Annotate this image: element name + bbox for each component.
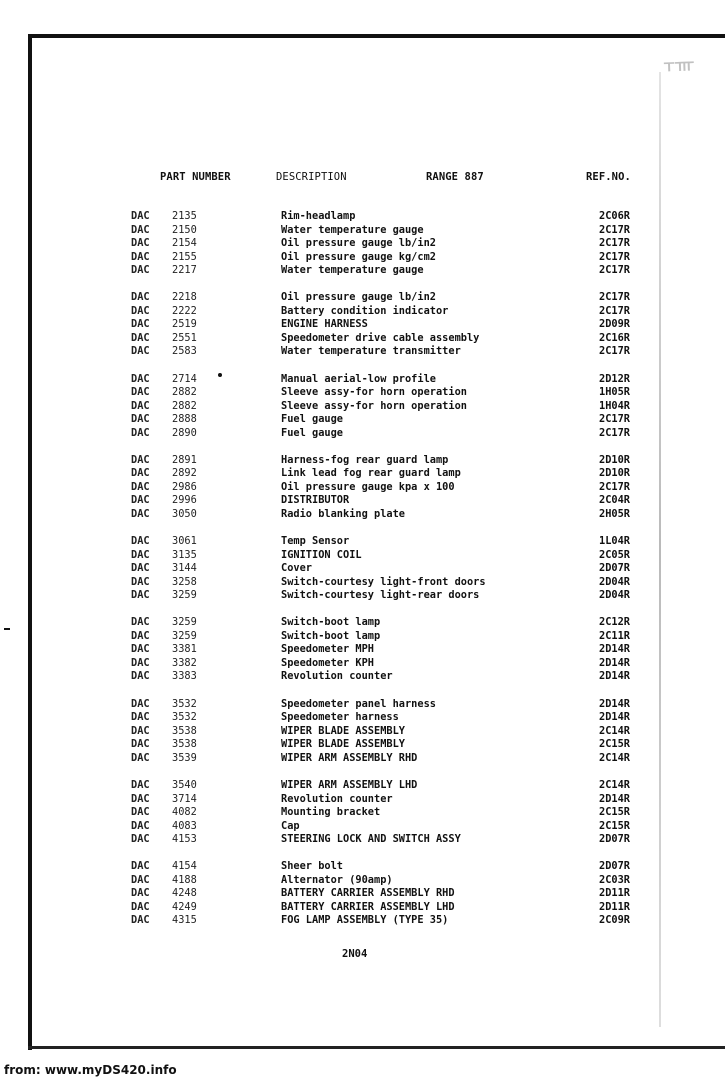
part-prefix: DAC [131, 616, 150, 629]
part-number: 2222 [172, 304, 197, 317]
table-row [0, 481, 725, 495]
table-row [0, 400, 725, 414]
part-number: 3540 [172, 779, 197, 792]
part-prefix: DAC [131, 711, 150, 724]
part-prefix: DAC [131, 738, 150, 751]
part-prefix: DAC [131, 345, 150, 358]
table-row [0, 562, 725, 576]
part-prefix: DAC [131, 819, 150, 832]
table-row [0, 914, 725, 928]
part-description: Mounting bracket [281, 806, 381, 819]
part-prefix: DAC [131, 779, 150, 792]
part-number: 3539 [172, 751, 197, 764]
part-prefix: DAC [131, 372, 150, 385]
part-prefix: DAC [131, 548, 150, 561]
table-row [0, 467, 725, 481]
part-description: Sleeve assy-for horn operation [281, 399, 467, 412]
part-number: 3259 [172, 589, 197, 602]
part-description: Cover [281, 562, 312, 575]
part-number: 2150 [172, 223, 197, 236]
part-ref-no: 2C04R [599, 494, 630, 507]
part-ref-no: 2C17R [599, 304, 630, 317]
part-prefix: DAC [131, 873, 150, 886]
part-ref-no: 2C15R [599, 806, 630, 819]
part-ref-no: 2D10R [599, 453, 630, 466]
part-description: ENGINE HARNESS [281, 318, 368, 331]
part-number: 2135 [172, 210, 197, 222]
part-number: 3532 [172, 711, 197, 724]
part-number: 3381 [172, 643, 197, 656]
part-ref-no: 2C17R [599, 426, 630, 439]
parts-list [0, 210, 725, 940]
part-ref-no: 2C17R [599, 413, 630, 426]
part-description: Fuel gauge [281, 426, 343, 439]
part-number: 2891 [172, 453, 197, 466]
part-ref-no: 2C16R [599, 331, 630, 344]
part-description: Revolution counter [281, 670, 393, 683]
part-prefix: DAC [131, 331, 150, 344]
part-prefix: DAC [131, 264, 150, 276]
part-number: 3714 [172, 792, 197, 805]
part-number: 4083 [172, 819, 197, 832]
part-ref-no: 2D11R [599, 887, 630, 900]
table-row [0, 413, 725, 427]
part-prefix: DAC [131, 656, 150, 669]
part-number: 3135 [172, 548, 197, 561]
table-row [0, 887, 725, 901]
part-description: FOG LAMP ASSEMBLY (TYPE 35) [281, 914, 449, 927]
source-url-label: from: www.myDS420.info [4, 1063, 177, 1077]
part-ref-no: 2D14R [599, 656, 630, 669]
part-prefix: DAC [131, 507, 150, 520]
table-row [0, 806, 725, 820]
part-number: 2996 [172, 494, 197, 507]
part-prefix: DAC [131, 318, 150, 331]
table-row [0, 793, 725, 807]
part-prefix: DAC [131, 887, 150, 900]
part-ref-no: 2C14R [599, 751, 630, 764]
part-description: Speedometer MPH [281, 643, 374, 656]
part-number: 2583 [172, 345, 197, 358]
part-ref-no: 2C17R [599, 250, 630, 263]
table-row [0, 332, 725, 346]
part-description: Alternator (90amp) [281, 873, 393, 886]
header-range: RANGE 887 [426, 171, 484, 183]
part-number: 3382 [172, 656, 197, 669]
part-ref-no: 2D14R [599, 670, 630, 683]
part-description: Water temperature gauge [281, 264, 424, 276]
part-prefix: DAC [131, 399, 150, 412]
table-row [0, 237, 725, 251]
table-row [0, 494, 725, 508]
table-row [0, 386, 725, 400]
table-row [0, 549, 725, 563]
part-prefix: DAC [131, 562, 150, 575]
part-number: 3050 [172, 507, 197, 520]
part-description: Battery condition indicator [281, 304, 449, 317]
table-row [0, 738, 725, 752]
part-number: 3258 [172, 575, 197, 588]
part-ref-no: 1H04R [599, 399, 630, 412]
part-prefix: DAC [131, 210, 150, 222]
part-prefix: DAC [131, 453, 150, 466]
part-number: 3061 [172, 535, 197, 548]
part-number: 2714 [172, 372, 197, 385]
part-description: Speedometer KPH [281, 656, 374, 669]
scan-smudge-mark: ᚁᚃ [663, 49, 695, 75]
part-ref-no: 2C14R [599, 724, 630, 737]
part-ref-no: 2C17R [599, 237, 630, 249]
part-ref-no: 2D09R [599, 318, 630, 331]
part-description: IGNITION COIL [281, 548, 362, 561]
table-row [0, 576, 725, 590]
table-row [0, 820, 725, 834]
part-description: Harness-fog rear guard lamp [281, 453, 449, 466]
part-number: 4154 [172, 860, 197, 873]
part-description: DISTRIBUTOR [281, 494, 350, 507]
part-ref-no: 2D12R [599, 372, 630, 385]
part-prefix: DAC [131, 386, 150, 399]
page-frame-bottom [28, 1046, 725, 1049]
part-prefix: DAC [131, 535, 150, 548]
part-number: 3259 [172, 629, 197, 642]
part-number: 4315 [172, 914, 197, 927]
table-row [0, 711, 725, 725]
header-part-number: PART NUMBER [160, 171, 231, 183]
part-ref-no: 2D04R [599, 575, 630, 588]
part-ref-no: 2D07R [599, 562, 630, 575]
part-prefix: DAC [131, 900, 150, 913]
part-prefix: DAC [131, 629, 150, 642]
part-ref-no: 2C09R [599, 914, 630, 927]
part-description: WIPER BLADE ASSEMBLY [281, 724, 405, 737]
part-description: Oil pressure gauge kpa x 100 [281, 480, 455, 493]
part-prefix: DAC [131, 724, 150, 737]
part-ref-no: 2D04R [599, 589, 630, 602]
part-prefix: DAC [131, 670, 150, 683]
part-prefix: DAC [131, 860, 150, 873]
part-prefix: DAC [131, 643, 150, 656]
part-description: Switch-boot lamp [281, 616, 381, 629]
table-row [0, 210, 725, 224]
part-number: 3144 [172, 562, 197, 575]
part-ref-no: 2C17R [599, 480, 630, 493]
table-row [0, 454, 725, 468]
part-number: 4082 [172, 806, 197, 819]
part-number: 2892 [172, 467, 197, 480]
table-row [0, 616, 725, 630]
table-row [0, 305, 725, 319]
part-ref-no: 2D14R [599, 643, 630, 656]
part-ref-no: 2D14R [599, 792, 630, 805]
table-row [0, 779, 725, 793]
table-row [0, 589, 725, 603]
part-description: Radio blanking plate [281, 507, 405, 520]
part-description: Sleeve assy-for horn operation [281, 386, 467, 399]
part-description: Switch-courtesy light-front doors [281, 575, 486, 588]
part-prefix: DAC [131, 833, 150, 846]
part-description: Oil pressure gauge lb/in2 [281, 291, 436, 304]
part-description: Speedometer drive cable assembly [281, 331, 480, 344]
part-number: 2882 [172, 399, 197, 412]
part-ref-no: 2C05R [599, 548, 630, 561]
part-description: Oil pressure gauge lb/in2 [281, 237, 436, 249]
part-prefix: DAC [131, 575, 150, 588]
part-ref-no: 2D07R [599, 833, 630, 846]
table-row [0, 860, 725, 874]
table-row [0, 643, 725, 657]
part-ref-no: 1L04R [599, 535, 630, 548]
part-description: Switch-boot lamp [281, 629, 381, 642]
table-row [0, 427, 725, 441]
page-frame-top [28, 34, 725, 38]
part-number: 2519 [172, 318, 197, 331]
header-ref-no: REF.NO. [586, 171, 631, 183]
part-description: Speedometer harness [281, 711, 399, 724]
part-description: WIPER BLADE ASSEMBLY [281, 738, 405, 751]
part-prefix: DAC [131, 697, 150, 710]
part-number: 3532 [172, 697, 197, 710]
part-ref-no: 2C17R [599, 264, 630, 276]
part-ref-no: 2D14R [599, 697, 630, 710]
part-description: Switch-courtesy light-rear doors [281, 589, 480, 602]
part-prefix: DAC [131, 413, 150, 426]
table-row [0, 630, 725, 644]
part-prefix: DAC [131, 751, 150, 764]
part-description: Temp Sensor [281, 535, 350, 548]
part-ref-no: 2D11R [599, 900, 630, 913]
table-row [0, 345, 725, 359]
part-number: 4153 [172, 833, 197, 846]
part-prefix: DAC [131, 914, 150, 927]
part-number: 2551 [172, 331, 197, 344]
part-description: BATTERY CARRIER ASSEMBLY LHD [281, 900, 455, 913]
part-ref-no: 2C06R [599, 210, 630, 222]
part-prefix: DAC [131, 589, 150, 602]
table-row [0, 291, 725, 305]
part-number: 3538 [172, 724, 197, 737]
table-row [0, 508, 725, 522]
part-ref-no: 2C14R [599, 779, 630, 792]
part-number: 2218 [172, 291, 197, 304]
table-row [0, 657, 725, 671]
part-number: 3383 [172, 670, 197, 683]
part-description: Rim-headlamp [281, 210, 356, 222]
part-ref-no: 2D10R [599, 467, 630, 480]
table-row [0, 725, 725, 739]
part-number: 2890 [172, 426, 197, 439]
part-number: 4248 [172, 887, 197, 900]
part-prefix: DAC [131, 494, 150, 507]
part-number: 2986 [172, 480, 197, 493]
table-row [0, 264, 725, 278]
part-number: 4188 [172, 873, 197, 886]
part-prefix: DAC [131, 304, 150, 317]
table-row [0, 373, 725, 387]
part-description: Speedometer panel harness [281, 697, 436, 710]
part-prefix: DAC [131, 806, 150, 819]
part-description: Water temperature gauge [281, 223, 424, 236]
part-ref-no: 2C17R [599, 291, 630, 304]
part-ref-no: 2D07R [599, 860, 630, 873]
header-description: DESCRIPTION [276, 171, 347, 183]
part-ref-no: 2C15R [599, 738, 630, 751]
part-number: 2888 [172, 413, 197, 426]
part-prefix: DAC [131, 467, 150, 480]
part-prefix: DAC [131, 792, 150, 805]
table-row [0, 251, 725, 265]
part-prefix: DAC [131, 237, 150, 249]
part-number: 2882 [172, 386, 197, 399]
part-description: Water temperature transmitter [281, 345, 461, 358]
part-prefix: DAC [131, 291, 150, 304]
part-prefix: DAC [131, 480, 150, 493]
part-number: 2217 [172, 264, 197, 276]
table-row [0, 535, 725, 549]
table-row [0, 670, 725, 684]
table-row [0, 874, 725, 888]
part-description: WIPER ARM ASSEMBLY RHD [281, 751, 418, 764]
part-ref-no: 2C17R [599, 223, 630, 236]
part-number: 2155 [172, 250, 197, 263]
part-ref-no: 2C15R [599, 819, 630, 832]
table-row [0, 752, 725, 766]
part-description: Oil pressure gauge kg/cm2 [281, 250, 436, 263]
table-row [0, 698, 725, 712]
part-number: 3259 [172, 616, 197, 629]
part-description: Fuel gauge [281, 413, 343, 426]
table-header [0, 171, 725, 185]
table-row [0, 224, 725, 238]
part-ref-no: 2C17R [599, 345, 630, 358]
part-prefix: DAC [131, 250, 150, 263]
part-description: Sheer bolt [281, 860, 343, 873]
part-ref-no: 2C03R [599, 873, 630, 886]
page-reference: 2N04 [342, 948, 368, 960]
part-description: BATTERY CARRIER ASSEMBLY RHD [281, 887, 455, 900]
part-number: 3538 [172, 738, 197, 751]
part-description: Revolution counter [281, 792, 393, 805]
part-number: 2154 [172, 237, 197, 249]
part-ref-no: 1H05R [599, 386, 630, 399]
part-ref-no: 2C11R [599, 629, 630, 642]
part-description: STEERING LOCK AND SWITCH ASSY [281, 833, 461, 846]
table-row [0, 833, 725, 847]
table-row [0, 318, 725, 332]
part-description: Cap [281, 819, 300, 832]
part-prefix: DAC [131, 426, 150, 439]
part-prefix: DAC [131, 223, 150, 236]
part-description: Link lead fog rear guard lamp [281, 467, 461, 480]
part-description: WIPER ARM ASSEMBLY LHD [281, 779, 418, 792]
part-number: 4249 [172, 900, 197, 913]
part-ref-no: 2C12R [599, 616, 630, 629]
part-ref-no: 2D14R [599, 711, 630, 724]
part-description: Manual aerial-low profile [281, 372, 436, 385]
table-row [0, 901, 725, 915]
part-ref-no: 2H05R [599, 507, 630, 520]
